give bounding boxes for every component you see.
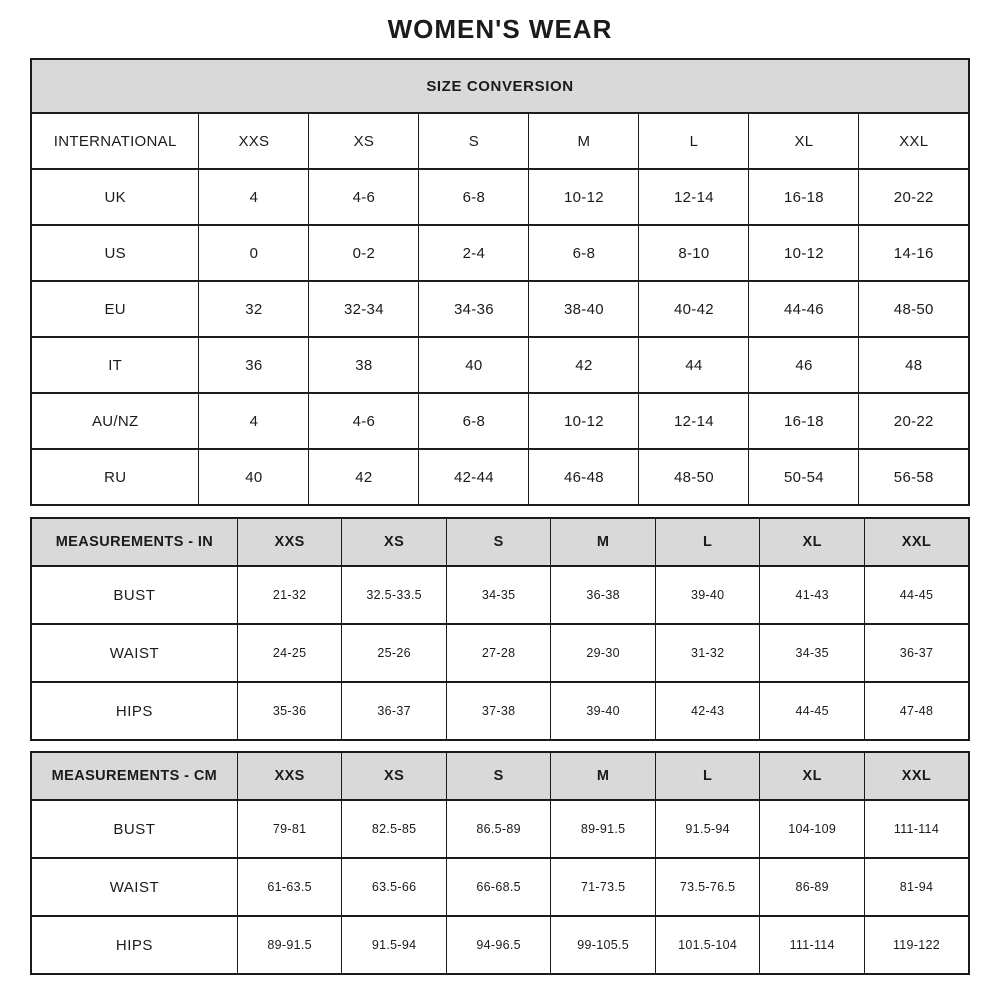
table-cell: 16-18 (749, 169, 859, 225)
table-cell: 50-54 (749, 449, 859, 505)
table-cell: 39-40 (655, 566, 760, 624)
table-cell: 46-48 (529, 449, 639, 505)
table-cell: 29-30 (551, 624, 656, 682)
table-cell: 32-34 (309, 281, 419, 337)
table-row (31, 752, 969, 800)
column-header-cell: M (551, 518, 656, 566)
table-row (31, 281, 969, 337)
measurements-cm-body (31, 800, 969, 974)
table-cell: 44-45 (864, 566, 969, 624)
table-cell: 48-50 (639, 449, 749, 505)
size-conversion-body (31, 113, 969, 505)
table-cell: 24-25 (237, 624, 342, 682)
row-label: BUST (31, 566, 237, 624)
table-cell: 37-38 (446, 682, 551, 740)
column-header-cell: M (551, 752, 656, 800)
column-header-cell: L (655, 752, 760, 800)
table-cell: 79-81 (237, 800, 342, 858)
table-cell: 99-105.5 (551, 916, 656, 974)
table-row (31, 113, 969, 169)
table-cell: 40 (199, 449, 309, 505)
table-cell: 16-18 (749, 393, 859, 449)
table-cell: XXS (199, 113, 309, 169)
table-cell: 8-10 (639, 225, 749, 281)
table-cell: 4-6 (309, 169, 419, 225)
row-label: RU (31, 449, 199, 505)
table-row (31, 393, 969, 449)
table-cell: 27-28 (446, 624, 551, 682)
row-label: INTERNATIONAL (31, 113, 199, 169)
table-cell: XS (309, 113, 419, 169)
table-cell: 48 (859, 337, 969, 393)
column-header-cell: XS (342, 518, 447, 566)
table-cell: 32 (199, 281, 309, 337)
table-cell: 6-8 (419, 169, 529, 225)
row-label: EU (31, 281, 199, 337)
table-cell: 41-43 (760, 566, 865, 624)
table-title: MEASUREMENTS - CM (31, 752, 237, 800)
table-cell: 48-50 (859, 281, 969, 337)
table-cell: 89-91.5 (551, 800, 656, 858)
page-title: WOMEN'S WEAR (387, 14, 613, 44)
row-label: IT (31, 337, 199, 393)
table-cell: 21-32 (237, 566, 342, 624)
table-cell: 12-14 (639, 169, 749, 225)
table-cell: 81-94 (864, 858, 969, 916)
table-cell: 46 (749, 337, 859, 393)
table-cell: 42-43 (655, 682, 760, 740)
measurements-in-header (31, 518, 969, 566)
table-cell: 38-40 (529, 281, 639, 337)
table-title: MEASUREMENTS - IN (31, 518, 237, 566)
table-cell: 34-35 (446, 566, 551, 624)
table-cell: 14-16 (859, 225, 969, 281)
table-cell: 36-37 (864, 624, 969, 682)
table-row (31, 566, 969, 624)
table-cell: 36 (199, 337, 309, 393)
table-cell: 4 (199, 393, 309, 449)
row-label: HIPS (31, 682, 237, 740)
table-cell: M (529, 113, 639, 169)
table-cell: 4 (199, 169, 309, 225)
table-cell: 101.5-104 (655, 916, 760, 974)
table-cell: 20-22 (859, 393, 969, 449)
column-header-cell: XXL (864, 752, 969, 800)
table-cell: 111-114 (864, 800, 969, 858)
table-cell: 91.5-94 (655, 800, 760, 858)
table-row (31, 169, 969, 225)
table-cell: XL (749, 113, 859, 169)
table-cell: 2-4 (419, 225, 529, 281)
size-conversion-title: SIZE CONVERSION (31, 59, 969, 113)
table-cell: 73.5-76.5 (655, 858, 760, 916)
table-cell: 47-48 (864, 682, 969, 740)
measurements-in-body (31, 566, 969, 740)
column-header-cell: S (446, 518, 551, 566)
table-row (31, 916, 969, 974)
column-header-cell: XL (760, 518, 865, 566)
column-header-cell: XL (760, 752, 865, 800)
table-cell: 39-40 (551, 682, 656, 740)
column-header-cell: S (446, 752, 551, 800)
table-row (31, 800, 969, 858)
measurements-cm-table (30, 751, 970, 975)
table-cell: 44 (639, 337, 749, 393)
table-cell: 10-12 (749, 225, 859, 281)
table-cell: 89-91.5 (237, 916, 342, 974)
table-cell: 10-12 (529, 393, 639, 449)
row-label: US (31, 225, 199, 281)
table-cell: 61-63.5 (237, 858, 342, 916)
table-row (31, 449, 969, 505)
size-conversion-table (30, 58, 970, 506)
table-cell: 44-46 (749, 281, 859, 337)
table-cell: 42 (529, 337, 639, 393)
measurements-cm-header (31, 752, 969, 800)
table-cell: 44-45 (760, 682, 865, 740)
table-cell: 63.5-66 (342, 858, 447, 916)
table-cell: 71-73.5 (551, 858, 656, 916)
table-cell: 34-35 (760, 624, 865, 682)
table-row (31, 518, 969, 566)
table-cell: 6-8 (419, 393, 529, 449)
column-header-cell: XXL (864, 518, 969, 566)
table-cell: 35-36 (237, 682, 342, 740)
table-cell: 20-22 (859, 169, 969, 225)
table-cell: 111-114 (760, 916, 865, 974)
measurements-in-table (30, 517, 970, 741)
table-cell: 91.5-94 (342, 916, 447, 974)
table-row (31, 337, 969, 393)
table-cell: 104-109 (760, 800, 865, 858)
table-row (31, 225, 969, 281)
table-cell: 42-44 (419, 449, 529, 505)
table-cell: L (639, 113, 749, 169)
table-cell: 12-14 (639, 393, 749, 449)
table-cell: 25-26 (342, 624, 447, 682)
table-cell: 94-96.5 (446, 916, 551, 974)
row-label: WAIST (31, 624, 237, 682)
table-cell: 36-37 (342, 682, 447, 740)
row-label: HIPS (31, 916, 237, 974)
table-cell: 0 (199, 225, 309, 281)
table-cell: 86-89 (760, 858, 865, 916)
table-cell: 36-38 (551, 566, 656, 624)
row-label: WAIST (31, 858, 237, 916)
table-cell: 40-42 (639, 281, 749, 337)
row-label: BUST (31, 800, 237, 858)
table-cell: 38 (309, 337, 419, 393)
table-cell: 56-58 (859, 449, 969, 505)
table-cell: 82.5-85 (342, 800, 447, 858)
column-header-cell: XXS (237, 752, 342, 800)
table-cell: S (419, 113, 529, 169)
table-cell: 42 (309, 449, 419, 505)
table-cell: XXL (859, 113, 969, 169)
row-label: AU/NZ (31, 393, 199, 449)
table-cell: 34-36 (419, 281, 529, 337)
column-header-cell: L (655, 518, 760, 566)
table-cell: 10-12 (529, 169, 639, 225)
table-cell: 6-8 (529, 225, 639, 281)
table-row (31, 858, 969, 916)
table-cell: 31-32 (655, 624, 760, 682)
table-row (31, 624, 969, 682)
row-label: UK (31, 169, 199, 225)
table-cell: 66-68.5 (446, 858, 551, 916)
table-cell: 119-122 (864, 916, 969, 974)
column-header-cell: XS (342, 752, 447, 800)
table-header-row (31, 59, 969, 113)
table-row (31, 682, 969, 740)
column-header-cell: XXS (237, 518, 342, 566)
table-cell: 86.5-89 (446, 800, 551, 858)
table-cell: 0-2 (309, 225, 419, 281)
table-cell: 40 (419, 337, 529, 393)
table-cell: 32.5-33.5 (342, 566, 447, 624)
table-cell: 4-6 (309, 393, 419, 449)
